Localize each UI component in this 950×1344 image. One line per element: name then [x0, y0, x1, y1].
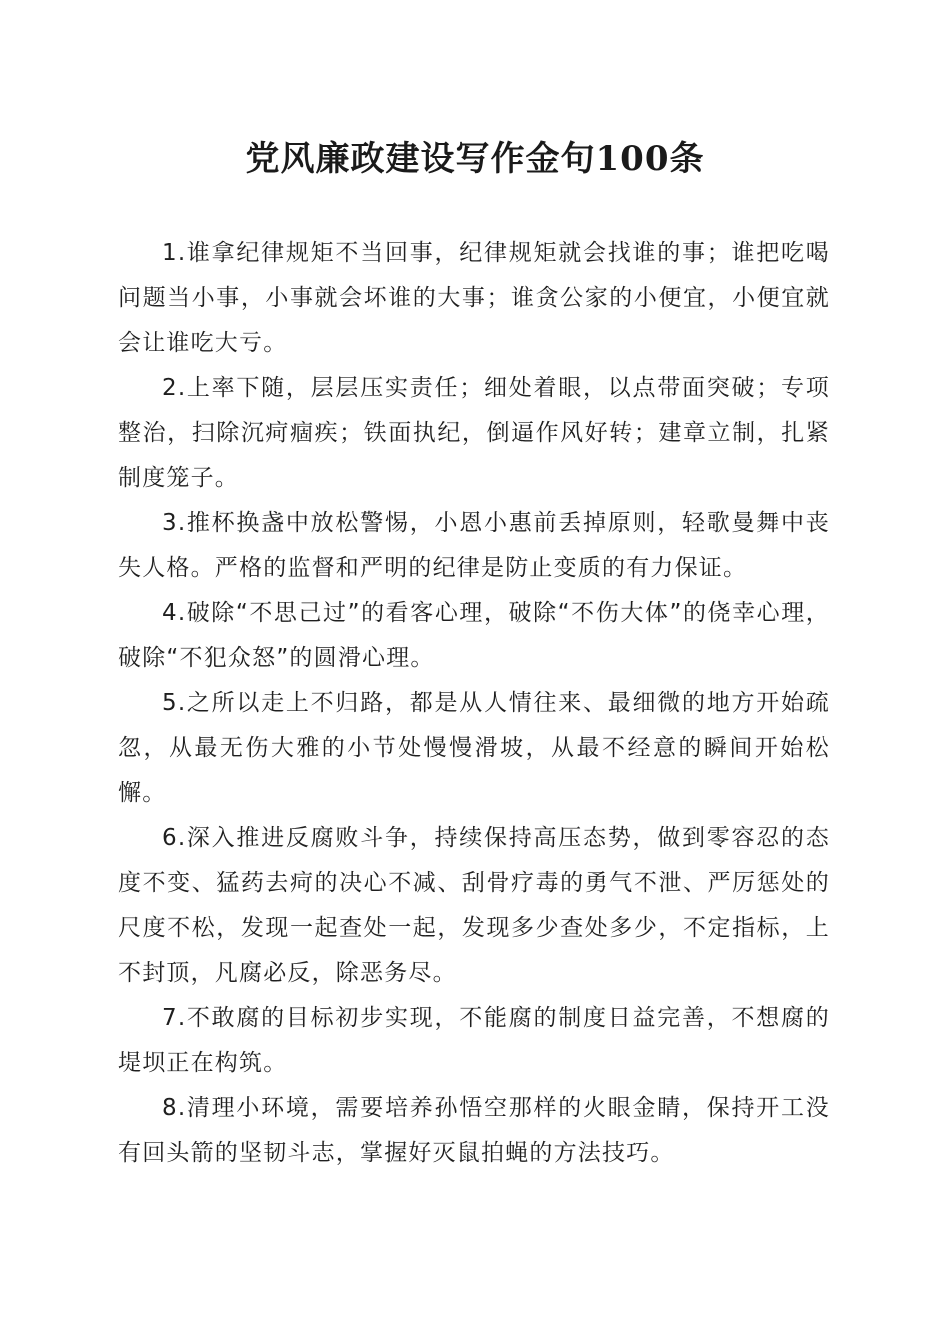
document-body	[118, 231, 830, 1176]
paragraph-6: 6.深入推进反腐败斗争，持续保持高压态势，做到零容忍的态度不变、猛药去疴的决心不减、刮骨疗毒的勇气不泄、严厉惩处的尺度不松，发现一起查处一起，发现多少查处多少，不定指标，上不封顶，凡腐必反，除恶务尽。	[118, 825, 830, 986]
paragraph-2: 2.上率下随，层层压实责任；细处着眼，以点带面突破；专项整治，扫除沉疴痼疾；铁面执纪，倒逼作风好转；建章立制，扎紧制度笼子。	[118, 375, 830, 491]
paragraph-1: 1.谁拿纪律规矩不当回事，纪律规矩就会找谁的事；谁把吃喝问题当小事，小事就会坏谁的大事；谁贪公家的小便宜，小便宜就会让谁吃大亏。	[118, 240, 830, 356]
paragraph-5: 5.之所以走上不归路，都是从人情往来、最细微的地方开始疏忽，从最无伤大雅的小节处慢慢滑坡，从最不经意的瞬间开始松懈。	[118, 690, 830, 806]
paragraph-8: 8.清理小环境，需要培养孙悟空那样的火眼金睛，保持开工没有回头箭的坚韧斗志，掌握好灭鼠拍蝇的方法技巧。	[118, 1095, 830, 1166]
paragraph-7: 7.不敢腐的目标初步实现，不能腐的制度日益完善，不想腐的堤坝正在构筑。	[118, 1005, 830, 1076]
paragraph-4: 4.破除“不思己过”的看客心理，破除“不伤大体”的侥幸心理，破除“不犯众怒”的圆滑心理。	[118, 600, 830, 671]
paragraph-3: 3.推杯换盏中放松警惕，小恩小惠前丢掉原则，轻歌曼舞中丧失人格。严格的监督和严明的纪律是防止变质的有力保证。	[118, 510, 830, 581]
document-title: 党风廉政建设写作金句100条	[245, 139, 705, 179]
